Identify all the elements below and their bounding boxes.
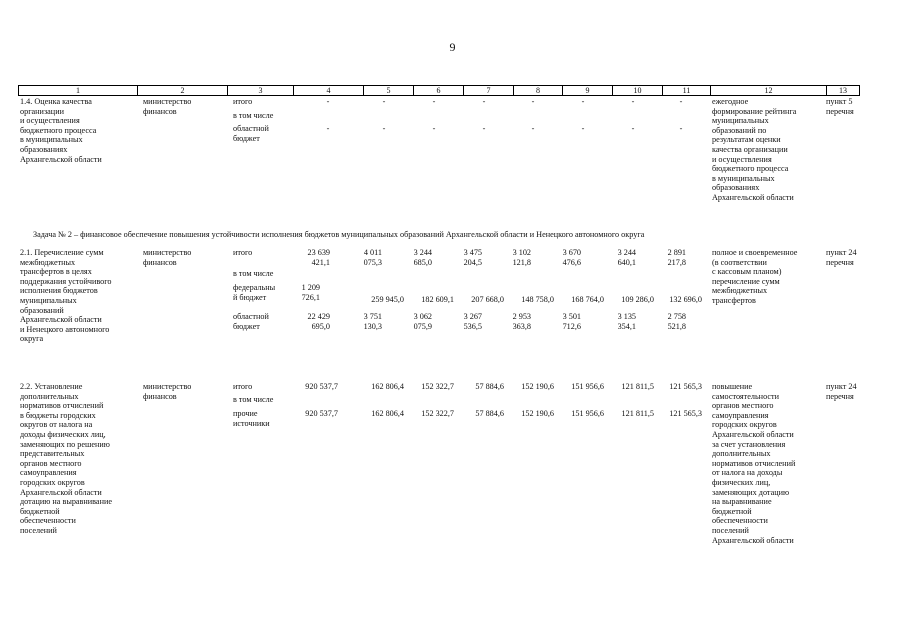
row-1-4-regional-value: - [581, 124, 585, 133]
row-2-2-source-total: итого [233, 382, 253, 391]
row-1-4-regional-value: - [326, 124, 330, 133]
row-2-2-source-incl: в том числе [233, 395, 274, 404]
column-number: 6 [414, 86, 464, 95]
row-2-1-regional-value: 3 501 712,6 [562, 312, 581, 331]
row-2-1-regional-value: 3 751 130,3 [363, 312, 382, 331]
column-number: 1 [19, 86, 138, 95]
row-2-2-other-value: 121 811,5 [621, 409, 654, 418]
row-1-4-total-value: - [382, 97, 386, 106]
column-number: 5 [364, 86, 414, 95]
row-2-1-regional-value: 2 758 521,8 [667, 312, 686, 331]
row-2-1-federal-value: 168 764,0 [571, 295, 604, 304]
column-number: 10 [613, 86, 663, 95]
row-1-4-source-total: итого [233, 97, 253, 106]
row-2-1-total-value: 4 011 075,3 [363, 248, 382, 267]
row-2-1-regional-value: 3 135 354,1 [617, 312, 636, 331]
row-2-2-total-value: 152 322,7 [421, 382, 454, 391]
row-2-1-federal-value: 148 758,0 [521, 295, 554, 304]
row-2-2-other-value: 151 956,6 [571, 409, 604, 418]
row-2-1-source-federal: федеральны й бюджет [233, 283, 276, 302]
row-1-4-regional-value: - [382, 124, 386, 133]
row-2-2-other-value: 920 537,7 [305, 409, 338, 418]
row-2-1-regional-value: 3 267 536,5 [463, 312, 482, 331]
row-2-2-other-value: 152 322,7 [421, 409, 454, 418]
row-1-4-regional-value: - [531, 124, 535, 133]
row-2-1-federal-value: 182 609,1 [421, 295, 454, 304]
row-2-1-federal-value: 1 209 726,1 [301, 283, 320, 302]
row-2-2-result: повышение самостоятельности органов местного самоуправления городских округов Архангельской области за счет установления дополнительных нормативов отчислений от налога на доходы физических лиц, заменяющих дотацию на выравнивание бюджетной обеспеченности поселений Архангельской области [712, 382, 796, 545]
row-2-1-total-value: 3 244 640,1 [617, 248, 636, 267]
row-2-1-regional-value: 3 062 075,9 [413, 312, 432, 331]
column-number: 4 [294, 86, 364, 95]
row-2-2-total-value: 162 806,4 [371, 382, 404, 391]
row-2-1-federal-value: 259 945,0 [371, 295, 404, 304]
row-2-2-total-value: 121 565,3 [669, 382, 702, 391]
row-1-4-executor: министерство финансов [143, 97, 192, 116]
row-2-2-source-other: прочие источники [233, 409, 270, 428]
row-2-2-other-value: 57 884,6 [475, 409, 504, 418]
page-number: 9 [449, 40, 456, 54]
column-number: 12 [711, 86, 827, 95]
row-2-2-total-value: 920 537,7 [305, 382, 338, 391]
row-1-4-source-regional: областной бюджет [233, 124, 269, 143]
row-1-4-result: ежегодное формирование рейтинга муниципальных образований по результатам оценки качества организации и осуществления бюджетного процесса в муниципальных образованиях Архангельской области [712, 97, 797, 202]
row-2-2-other-value: 162 806,4 [371, 409, 404, 418]
column-number: 2 [138, 86, 228, 95]
row-2-1-total-value: 3 244 685,0 [413, 248, 432, 267]
row-1-4-total-value: - [482, 97, 486, 106]
row-1-4-total-value: - [432, 97, 436, 106]
task-2-heading: Задача № 2 – финансовое обеспечение повышения устойчивости исполнения бюджетов муниципальных образований Архангельской области и Ненецкого автономного округа [33, 230, 645, 239]
column-number-row [18, 85, 860, 96]
row-1-4-total-value: - [531, 97, 535, 106]
row-2-2-total-value: 151 956,6 [571, 382, 604, 391]
row-2-1-total-value: 3 102 121,8 [512, 248, 531, 267]
row-1-4-regional-value: - [482, 124, 486, 133]
row-2-2-other-value: 121 565,3 [669, 409, 702, 418]
row-2-1-regional-value: 2 953 363,8 [512, 312, 531, 331]
row-2-2-activity: 2.2. Установление дополнительных нормативов отчислений в бюджеты городских округов от налога на доходы физических лиц, заменяющих по решению представительных органов местного самоуправления городских округов Архангельской области дотацию на выравнивание бюджетной обеспеченности поселений [20, 382, 112, 535]
row-1-4-regional-value: - [679, 124, 683, 133]
row-2-1-total-value: 3 670 476,6 [562, 248, 581, 267]
row-1-4-regional-value: - [631, 124, 635, 133]
row-1-4-total-value: - [326, 97, 330, 106]
column-number: 8 [514, 86, 563, 95]
row-2-1-total-value: 23 639 421,1 [307, 248, 330, 267]
row-1-4-total-value: - [679, 97, 683, 106]
row-1-4-activity: 1.4. Оценка качества организации и осуществления бюджетного процесса в муниципальных образованиях Архангельской области [20, 97, 102, 164]
row-2-2-total-value: 152 190,6 [521, 382, 554, 391]
row-2-2-executor: министерство финансов [143, 382, 192, 401]
row-1-4-total-value: - [631, 97, 635, 106]
row-2-2-total-value: 121 811,5 [621, 382, 654, 391]
row-2-1-reference: пункт 24 перечня [826, 248, 857, 267]
row-2-2-total-value: 57 884,6 [475, 382, 504, 391]
row-2-1-regional-value: 22 429 695,0 [307, 312, 330, 331]
row-1-4-source-incl: в том числе [233, 111, 274, 120]
row-2-1-federal-value: 207 668,0 [471, 295, 504, 304]
row-2-1-activity: 2.1. Перечисление сумм межбюджетных трансфертов в целях поддержания устойчивого исполнения бюджетов муниципальных образований Архангельской области и Ненецкого автономного округа [20, 248, 112, 344]
column-number: 9 [563, 86, 613, 95]
column-number: 3 [228, 86, 294, 95]
row-2-1-source-total: итого [233, 248, 253, 257]
row-2-1-total-value: 3 475 204,5 [463, 248, 482, 267]
row-2-1-source-incl: в том числе [233, 269, 274, 278]
row-2-1-federal-value: 109 286,0 [621, 295, 654, 304]
row-1-4-total-value: - [581, 97, 585, 106]
column-number: 7 [464, 86, 514, 95]
row-2-2-other-value: 152 190,6 [521, 409, 554, 418]
row-2-1-federal-value: 132 696,0 [669, 295, 702, 304]
row-2-1-result: полное и своевременное (в соответствии с кассовым планом) перечисление сумм межбюджетных трансфертов [712, 248, 798, 305]
row-2-2-reference: пункт 24 перечня [826, 382, 857, 401]
row-2-1-executor: министерство финансов [143, 248, 192, 267]
column-number: 13 [839, 86, 847, 95]
row-2-1-source-regional: областной бюджет [233, 312, 269, 331]
column-number: 11 [663, 86, 711, 95]
row-1-4-reference: пункт 5 перечня [826, 97, 854, 116]
row-2-1-total-value: 2 891 217,8 [667, 248, 686, 267]
row-1-4-regional-value: - [432, 124, 436, 133]
